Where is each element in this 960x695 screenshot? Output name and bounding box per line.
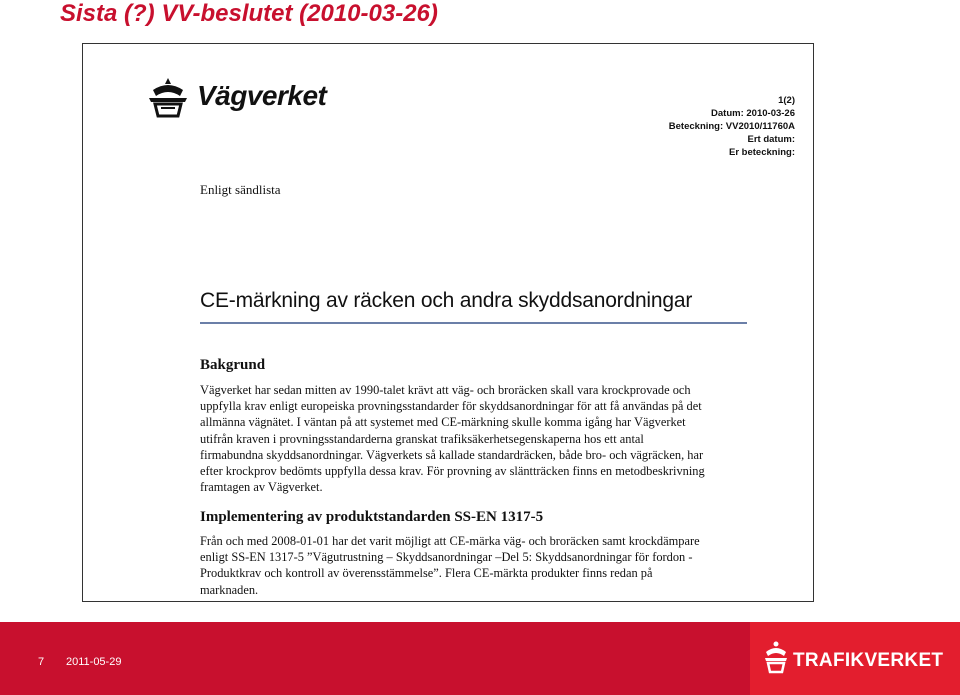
- document-meta: [669, 94, 795, 159]
- body-line: marknaden.: [200, 582, 259, 597]
- meta-ert-datum: Ert datum:: [747, 134, 795, 145]
- crown-emblem-icon: [763, 640, 789, 674]
- document-heading: CE-märkning av räcken och andra skyddsanordningar: [200, 289, 693, 312]
- body-line: Vägverket har sedan mitten av 1990-talet krävt att väg- och broräcken skall vara krockprovade och: [200, 383, 691, 397]
- footer-date: 2011-05-29: [66, 656, 122, 668]
- brand-text: TRAFIKVERKET: [793, 650, 944, 671]
- body-line: efter krockprov bedömts uppfylla dessa krav. För provning av släntträcken finns en metodbeskrivning: [200, 464, 705, 479]
- meta-beteckning: Beteckning: VV2010/11760A: [668, 121, 795, 132]
- meta-er-beteckning: Er beteckning:: [729, 147, 795, 158]
- body-line: allmänna vägnätet. I väntan på att systemet med CE-märkning skulle komma igång har Vägverket: [200, 415, 686, 430]
- body-line: enligt SS-EN 1317-5 ”Vägutrustning – Skyddsanordningar –Del 5: Skyddsanordningar för fordon -: [200, 550, 693, 565]
- section-body-implementering: [200, 533, 770, 598]
- trafikverket-logo: [763, 638, 943, 678]
- page-number: 7: [38, 656, 45, 668]
- body-line: framtagen av Vägverket.: [200, 480, 323, 495]
- recipients: Enligt sändlista: [200, 182, 281, 197]
- logo-text: Vägverket: [197, 80, 327, 111]
- scanned-document: [82, 43, 814, 602]
- section-body-bakgrund: [200, 382, 770, 495]
- heading-rule: [200, 322, 747, 324]
- body-line: firmabundna skyddsanordningar. Vägverkets så kallade standardräcken, både bro- och vägräcken, har: [200, 447, 704, 462]
- footer-bar: [0, 622, 960, 695]
- section-title-implementering: Implementering av produktstandarden SS-EN 1317-5: [200, 509, 544, 525]
- vagverket-logo: [145, 74, 345, 124]
- body-line: uppfylla krav enligt europeiska provningsstandarder för skyddsanordningar för att få användas på det: [200, 399, 702, 414]
- slide-title: Sista (?) VV-beslutet (2010-03-26): [60, 0, 438, 27]
- crown-emblem-icon: [145, 74, 191, 120]
- body-line: Produktkrav och kontroll av överensstämmelse”. Flera CE-märkta produkter finns redan på: [200, 566, 653, 581]
- body-line: utifrån kraven i provningsstandarderna granskat trafiksäkerhetsegenskaperna hos ett antal: [200, 431, 644, 446]
- body-line: Från och med 2008-01-01 har det varit möjligt att CE-märka väg- och broräcken samt krockdämpare: [200, 534, 700, 548]
- page-count: 1(2): [778, 95, 795, 106]
- section-title-bakgrund: Bakgrund: [200, 357, 266, 373]
- meta-datum: Datum: 2010-03-26: [711, 108, 795, 119]
